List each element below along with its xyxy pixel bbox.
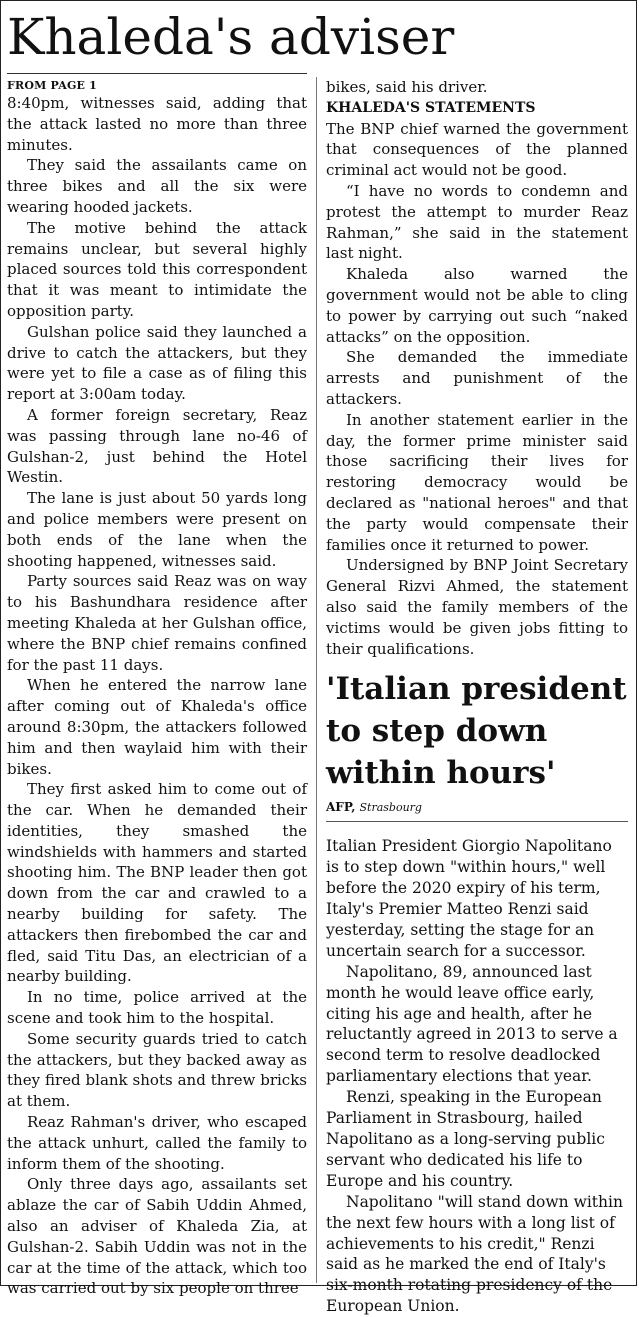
- continuation-text: bikes, said his driver.: [326, 78, 488, 96]
- article-paragraph: Gulshan police said they launched a drive to catch the attackers, but they were yet to file a case as of filing this report at 3:00am today.: [7, 322, 307, 404]
- article-paragraph: Party sources said Reaz was on way to his Bashundhara residence after meeting Khaleda at her Gulshan office, where the BNP chief remains confined for the past 11 days.: [7, 572, 307, 674]
- article-paragraph: Renzi, speaking in the European Parliament in Strasbourg, hailed Napolitano as a long-serving public servant who dedicated his life to Europe and his country.: [326, 1088, 605, 1190]
- left-column: [7, 77, 307, 1299]
- article-paragraph: Some security guards tried to catch the attackers, but they backed away as they fired blank shots and threw bricks at them.: [7, 1029, 307, 1111]
- section-subhead: KHALEDA'S STATEMENTS: [326, 99, 536, 116]
- article-paragraph: The BNP chief warned the government that consequences of the planned criminal act would not be good.: [326, 119, 628, 180]
- article-paragraph: The lane is just about 50 yards long and police members were present on both ends of the lane when the shooting happened, witnesses said.: [7, 489, 307, 570]
- article-paragraph: Napolitano "will stand down within the next few hours with a long list of achievements to his credit," Renzi said as he marked the end of Italy's six-month rotating presidency of the European Union.: [326, 1192, 623, 1316]
- article-paragraph: Italian President Giorgio Napolitano is to step down "within hours," well before the 2020 expiry of his term, Italy's Premier Matteo Renzi said yesterday, setting the stage for an uncertain search for a successor.: [326, 837, 612, 960]
- byline-agency: AFP,: [326, 800, 356, 815]
- article-paragraph: Napolitano, 89, announced last month he would leave office early, citing his age and health, after he reluctantly agreed in 2013 to serve a second term to resolve deadlocked parliamentary elections that year.: [326, 962, 618, 1086]
- byline: [326, 798, 628, 822]
- article-paragraph: Reaz Rahman's driver, who escaped the attack unhurt, called the family to inform them of the shooting.: [7, 1113, 307, 1173]
- right-column: [326, 77, 628, 1317]
- article-paragraph: They first asked him to come out of the car. When he demanded their identities, they smashed the windshields with hammers and started shooting him. The BNP leader then got down from the car and crawled to a nearby building for safety. The attackers then firebombed the car and fled, said Titu Das, an electrician of a nearby building.: [7, 780, 307, 986]
- article-paragraph: In another statement earlier in the day, the former prime minister said those sacrificing their lives for restoring democracy would be declared as "national heroes" and that the party would compensate their families once it returned to power.: [326, 410, 628, 554]
- article-paragraph: 8:40pm, witnesses said, adding that the attack lasted no more than three minutes.: [7, 94, 307, 154]
- article-paragraph: She demanded the immediate arrests and punishment of the attackers.: [326, 348, 628, 408]
- story2-headline: 'Italian president to step down within hours': [326, 671, 627, 792]
- headline-rule: [7, 73, 307, 74]
- article-paragraph: Undersigned by BNP Joint Secretary General Rizvi Ahmed, the statement also said the family members of the victims would be given jobs fitting to their qualifications.: [326, 556, 628, 658]
- article-paragraph: “I have no words to condemn and protest the attempt to murder Reaz Rahman,” she said in the statement last night.: [326, 181, 628, 263]
- story2-body: [326, 836, 628, 1317]
- article-paragraph: When he entered the narrow lane after coming out of Khaleda's office around 8:30pm, the attackers followed him and then waylaid him with their bikes.: [7, 676, 307, 778]
- article-paragraph: Khaleda also warned the government would not be able to cling to power by carrying out such “naked attacks” on the opposition.: [326, 265, 628, 346]
- column-divider: [316, 77, 317, 1283]
- byline-place: Strasbourg: [359, 801, 422, 815]
- article-paragraph: They said the assailants came on three bikes and all the six were wearing hooded jackets.: [7, 156, 307, 216]
- article-paragraph: A former foreign secretary, Reaz was passing through lane no-46 of Gulshan-2, just behind the Hotel Westin.: [7, 405, 307, 487]
- article-paragraph: In no time, police arrived at the scene and took him to the hospital.: [7, 988, 307, 1028]
- article-paragraph: The motive behind the attack remains unclear, but several highly placed sources told this correspondent that it was meant to intimidate the opposition party.: [7, 218, 307, 320]
- main-headline: Khaleda's adviser: [7, 8, 455, 66]
- article-paragraph: Only three days ago, assailants set ablaze the car of Sabih Uddin Ahmed, also an adviser of Khaleda Zia, at Gulshan-2. Sabih Uddin was not in the car at the time of the attack, which too was carried out by six people on three: [7, 1175, 307, 1298]
- from-page-label: FROM PAGE 1: [7, 79, 98, 92]
